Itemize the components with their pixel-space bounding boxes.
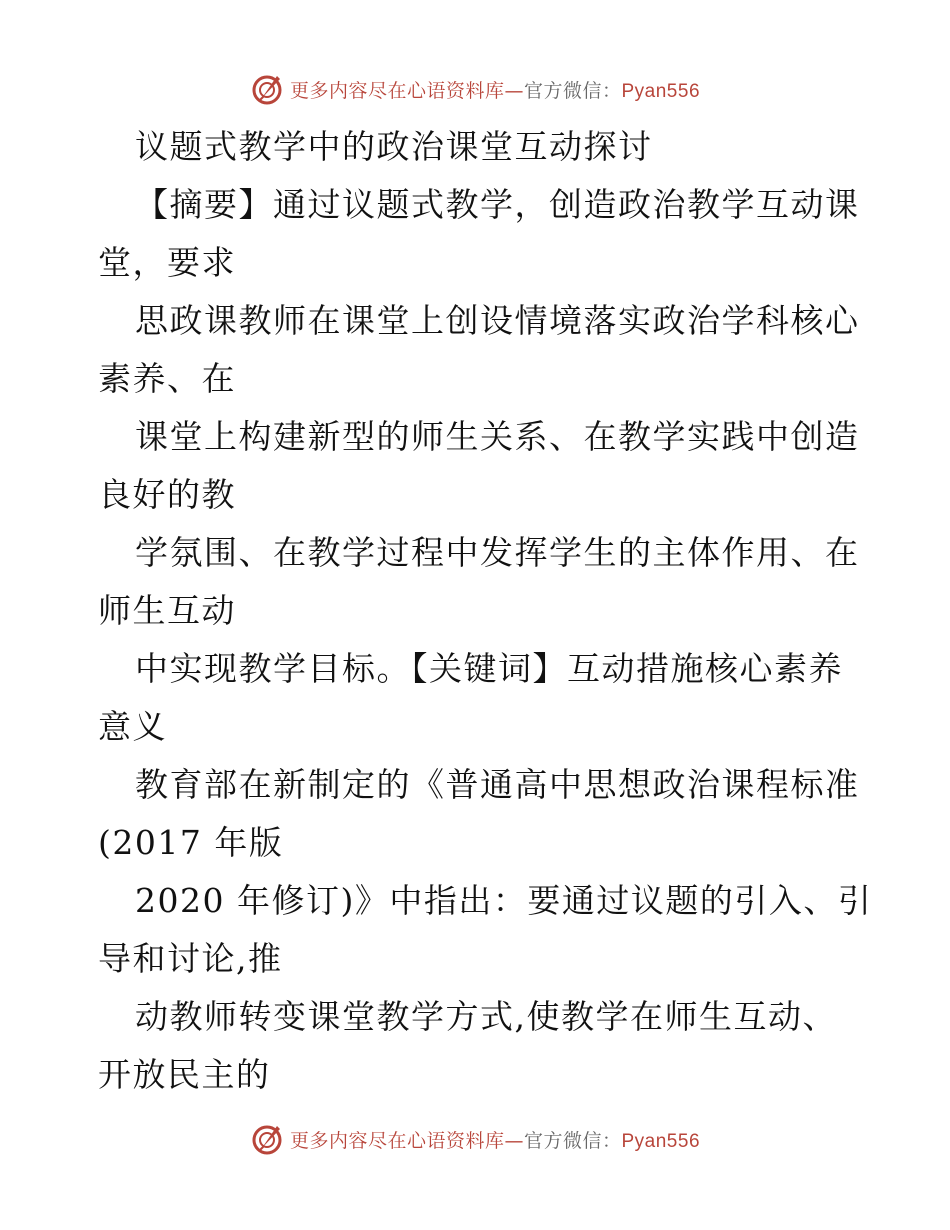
banner-separator: — bbox=[504, 1129, 524, 1152]
text-line: (2017 年版 bbox=[98, 823, 284, 862]
text-line: 思政课教师在课堂上创设情境落实政治学科核心 bbox=[135, 301, 860, 340]
text-line: 2020 年修订)》中指出：要通过议题的引入、引 bbox=[135, 881, 873, 920]
banner-text bbox=[290, 1126, 700, 1153]
text-line: 课堂上构建新型的师生关系、在教学实践中创造 bbox=[135, 417, 860, 456]
quill-circle-logo-icon bbox=[250, 72, 284, 106]
banner-brand: 更多内容尽在心语资料库 bbox=[289, 1129, 505, 1152]
footer-banner bbox=[0, 1122, 950, 1156]
banner-official-label: 官方微信： bbox=[523, 1129, 622, 1152]
text-line: 堂，要求 bbox=[98, 243, 236, 282]
banner-text bbox=[290, 76, 700, 103]
header-banner bbox=[0, 72, 950, 106]
banner-separator: — bbox=[504, 79, 524, 102]
document-title: 议题式教学中的政治课堂互动探讨 bbox=[135, 127, 653, 166]
text-line: 【摘要】通过议题式教学，创造政治教学互动课 bbox=[135, 185, 860, 224]
banner-brand: 更多内容尽在心语资料库 bbox=[289, 79, 505, 102]
text-line: 素养、在 bbox=[98, 359, 236, 398]
quill-circle-logo-icon bbox=[250, 1122, 284, 1156]
banner-wechat-id: Pyan556 bbox=[621, 1130, 701, 1152]
banner-wechat-id: Pyan556 bbox=[621, 80, 701, 102]
text-line: 动教师转变课堂教学方式,使教学在师生互动、 bbox=[135, 997, 837, 1036]
text-line: 导和讨论,推 bbox=[98, 939, 283, 978]
text-line: 师生互动 bbox=[98, 591, 236, 630]
text-line: 开放民主的 bbox=[98, 1055, 271, 1094]
text-line: 意义 bbox=[98, 707, 167, 746]
document-body bbox=[98, 118, 898, 1104]
banner-official-label: 官方微信： bbox=[523, 79, 622, 102]
text-line: 良好的教 bbox=[98, 475, 236, 514]
text-line: 教育部在新制定的《普通高中思想政治课程标准 bbox=[135, 765, 860, 804]
text-line: 中实现教学目标。【关键词】互动措施核心素养 bbox=[135, 649, 843, 688]
text-line: 学氛围、在教学过程中发挥学生的主体作用、在 bbox=[135, 533, 860, 572]
